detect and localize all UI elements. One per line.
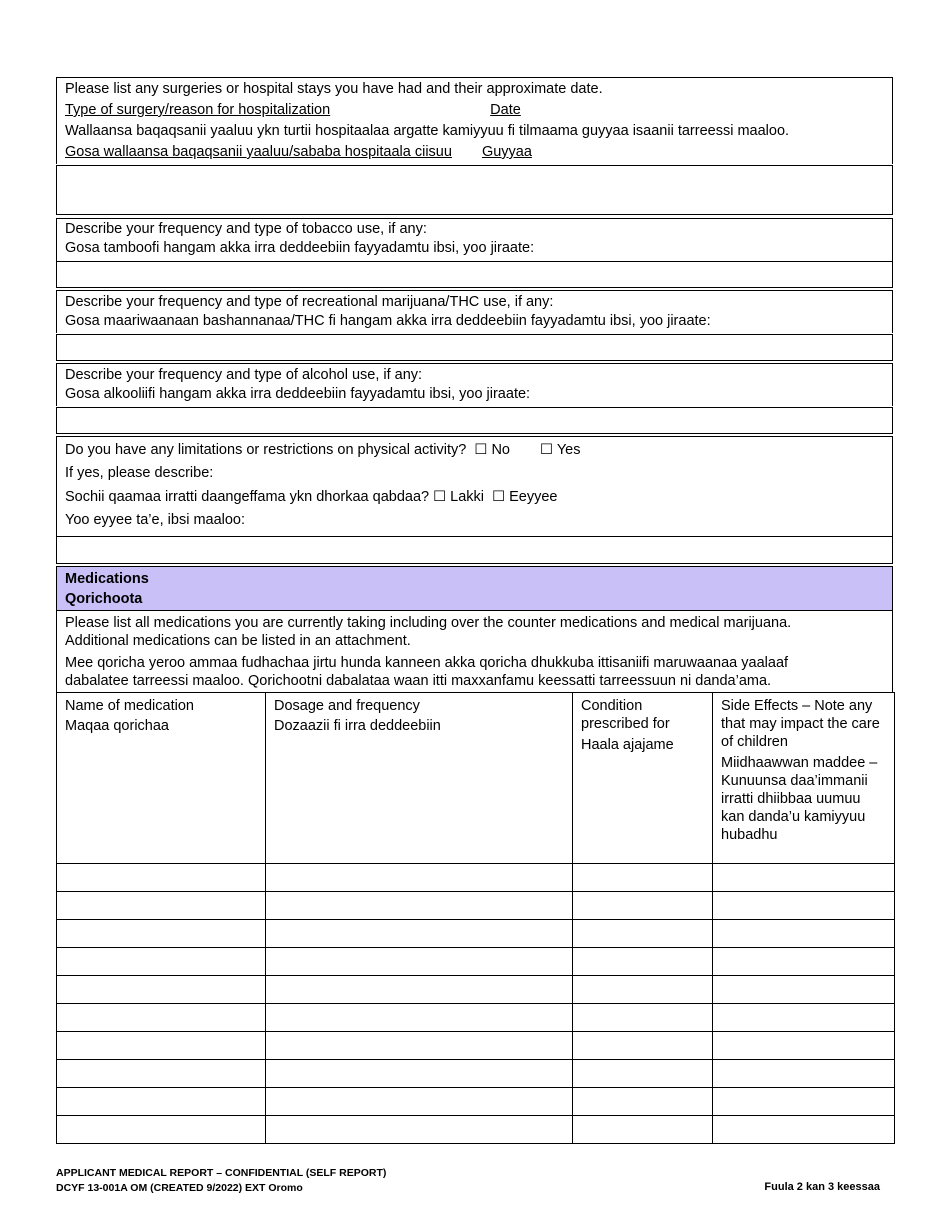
table-cell (713, 976, 895, 1004)
table-cell (573, 1060, 713, 1088)
table-row (57, 948, 895, 976)
condition-input[interactable] (573, 948, 712, 975)
column-header-condition: Condition prescribed for Haala ajajame (573, 693, 713, 864)
table-cell (266, 1004, 573, 1032)
medication-name-input[interactable] (57, 1004, 265, 1031)
marijuana-input[interactable] (56, 334, 893, 361)
surgeries-column-header-en (65, 101, 624, 120)
page-number: Fuula 2 kan 3 keessaa (764, 1181, 880, 1193)
limitations-question-en: Do you have any limitations or restrictions on physical activity? ☐ No ☐ Yes (65, 442, 581, 458)
dosage-input[interactable] (266, 976, 572, 1003)
medication-name-input[interactable] (57, 1060, 265, 1087)
surgery-type-label-om: Gosa wallaansa baqaqsanii yaaluu/sababa hospitaala ciisuu (65, 144, 452, 160)
dosage-input[interactable] (266, 1004, 572, 1031)
table-row (57, 1004, 895, 1032)
checkbox-icon: ☐ (474, 442, 488, 458)
table-cell (713, 1116, 895, 1144)
limitations-yes-checkbox-om[interactable]: ☐ Eeyyee (492, 489, 558, 505)
table-cell (713, 1088, 895, 1116)
dosage-input[interactable] (266, 1060, 572, 1087)
medication-name-input[interactable] (57, 920, 265, 947)
dosage-input[interactable] (266, 920, 572, 947)
table-cell (713, 892, 895, 920)
footer-form-info (56, 1166, 386, 1196)
medications-instr-om-1: Mee qoricha yeroo ammaa fudhachaa jirtu hunda kanneen akka qoricha dhukkuba ittisaniifi maruwaanaa yaalaaf (65, 655, 789, 671)
table-cell (57, 1088, 266, 1116)
table-cell (266, 892, 573, 920)
dosage-input[interactable] (266, 1116, 572, 1143)
limitations-yes-checkbox[interactable]: ☐ Yes (540, 442, 581, 458)
table-cell (573, 1116, 713, 1144)
table-cell (266, 864, 573, 892)
table-cell (573, 920, 713, 948)
dosage-input[interactable] (266, 864, 572, 891)
table-cell (57, 1004, 266, 1032)
dosage-input[interactable] (266, 892, 572, 919)
medication-name-input[interactable] (57, 1032, 265, 1059)
table-cell (57, 948, 266, 976)
side-effects-input[interactable] (713, 1088, 894, 1115)
medications-table (56, 692, 895, 1144)
alcohol-label-om: Gosa alkooliifi hangam akka irra deddeebiin fayyadamtu ibsi, yoo jiraate: (65, 386, 531, 402)
condition-input[interactable] (573, 1116, 712, 1143)
table-cell (57, 920, 266, 948)
table-cell (266, 1088, 573, 1116)
table-cell (57, 1060, 266, 1088)
side-effects-input[interactable] (713, 892, 894, 919)
table-cell (57, 1116, 266, 1144)
table-cell (573, 1088, 713, 1116)
table-cell (57, 864, 266, 892)
table-cell (266, 976, 573, 1004)
marijuana-label-en: Describe your frequency and type of recreational marijuana/THC use, if any: (65, 294, 554, 310)
medications-table-header-row (57, 693, 895, 864)
medications-instr-en-2: Additional medications can be listed in an attachment. (65, 633, 411, 649)
surgery-date-label-om: Guyyaa (481, 144, 532, 160)
checkbox-icon: ☐ (433, 489, 447, 505)
table-row (57, 1060, 895, 1088)
side-effects-input[interactable] (713, 948, 894, 975)
alcohol-input[interactable] (56, 407, 893, 434)
side-effects-input[interactable] (713, 920, 894, 947)
marijuana-label-om: Gosa maariwaanaan bashannanaa/THC fi hangam akka irra deddeebiin fayyadamtu ibsi, yoo jiraate: (65, 313, 711, 329)
side-effects-input[interactable] (713, 1032, 894, 1059)
limitations-describe-en: If yes, please describe: (65, 465, 214, 481)
condition-input[interactable] (573, 1088, 712, 1115)
column-header-side-effects: Side Effects – Note any that may impact the care of children Miidhaawwan maddee – Kunuunsa daa’immanii irratti dhiibbaa uumuu kan danda’u kamiyyuu hubadhu (713, 693, 895, 864)
medications-table-body (57, 864, 895, 1144)
table-row (57, 1032, 895, 1060)
table-cell (57, 892, 266, 920)
surgeries-input[interactable] (56, 165, 893, 215)
table-cell (573, 976, 713, 1004)
tobacco-label-om: Gosa tamboofi hangam akka irra deddeebiin fayyadamtu ibsi, yoo jiraate: (65, 240, 535, 256)
table-cell (573, 1032, 713, 1060)
checkbox-icon: ☐ (492, 489, 506, 505)
medications-title-en: Medications (65, 571, 149, 587)
medication-name-input[interactable] (57, 892, 265, 919)
dosage-input[interactable] (266, 948, 572, 975)
dosage-input[interactable] (266, 1032, 572, 1059)
tobacco-input[interactable] (56, 261, 893, 288)
column-header-name: Name of medication Maqaa qorichaa (57, 693, 266, 864)
table-cell (713, 1060, 895, 1088)
table-cell (266, 948, 573, 976)
medication-name-input[interactable] (57, 1116, 265, 1143)
medications-title-om: Qorichoota (65, 591, 143, 607)
table-cell (573, 864, 713, 892)
medications-instr-en-1: Please list all medications you are currently taking including over the counter medications and medical marijuana. (65, 615, 792, 631)
table-cell (713, 948, 895, 976)
medications-instr-om-2: dabalatee tarreessi maaloo. Qorichootni dabalataa waan itti maxxanfamu keessatti tarreessuun ni danda’ama. (65, 673, 772, 689)
table-cell (573, 892, 713, 920)
side-effects-input[interactable] (713, 864, 894, 891)
surgeries-column-header-om (65, 143, 624, 162)
side-effects-input[interactable] (713, 1116, 894, 1143)
surgeries-prompt-om: Wallaansa baqaqsanii yaaluu ykn turtii hospitaalaa argatte kamiyyuu fi tilmaama guyyaa isaanii tarreessi maaloo. (65, 123, 790, 139)
table-cell (713, 864, 895, 892)
table-cell (57, 1032, 266, 1060)
table-row (57, 1088, 895, 1116)
surgery-date-label: Date (490, 102, 521, 118)
table-cell (713, 920, 895, 948)
table-cell (713, 1004, 895, 1032)
side-effects-input[interactable] (713, 1060, 894, 1087)
table-cell (713, 1032, 895, 1060)
table-cell (266, 920, 573, 948)
medication-name-input[interactable] (57, 976, 265, 1003)
condition-input[interactable] (573, 864, 712, 891)
table-cell (573, 948, 713, 976)
surgeries-prompt-en: Please list any surgeries or hospital stays you have had and their approximate date. (65, 81, 603, 97)
side-effects-input[interactable] (713, 976, 894, 1003)
limitations-no-checkbox-om[interactable]: ☐ Lakki (433, 489, 485, 505)
table-cell (57, 976, 266, 1004)
medication-name-input[interactable] (57, 864, 265, 891)
medications-header (56, 566, 893, 611)
medication-name-input[interactable] (57, 948, 265, 975)
condition-input[interactable] (573, 1032, 712, 1059)
table-row (57, 920, 895, 948)
table-cell (266, 1060, 573, 1088)
limitations-input[interactable] (56, 536, 893, 564)
footer-form-number: DCYF 13-001A OM (CREATED 9/2022) EXT Oromo (56, 1182, 303, 1194)
table-cell (266, 1116, 573, 1144)
table-row (57, 976, 895, 1004)
medication-name-input[interactable] (57, 1088, 265, 1115)
table-row (57, 864, 895, 892)
limitations-question-om: Sochii qaamaa irratti daangeffama ykn dhorkaa qabdaa? ☐ Lakki ☐ Eeyyee (65, 489, 558, 505)
table-row (57, 892, 895, 920)
footer-title: APPLICANT MEDICAL REPORT – CONFIDENTIAL (SELF REPORT) (56, 1167, 387, 1179)
condition-input[interactable] (573, 976, 712, 1003)
condition-input[interactable] (573, 920, 712, 947)
column-header-dosage: Dosage and frequency Dozaazii fi irra deddeebiin (266, 693, 573, 864)
surgery-type-label: Type of surgery/reason for hospitalization (65, 102, 331, 118)
limitations-no-checkbox[interactable]: ☐ No (474, 442, 510, 458)
tobacco-label-en: Describe your frequency and type of tobacco use, if any: (65, 221, 427, 237)
dosage-input[interactable] (266, 1088, 572, 1115)
table-row (57, 1116, 895, 1144)
condition-input[interactable] (573, 1060, 712, 1087)
table-cell (266, 1032, 573, 1060)
limitations-describe-om: Yoo eyyee ta’e, ibsi maaloo: (65, 512, 246, 528)
table-cell (573, 1004, 713, 1032)
checkbox-icon: ☐ (540, 442, 554, 458)
condition-input[interactable] (573, 1004, 712, 1031)
condition-input[interactable] (573, 892, 712, 919)
alcohol-label-en: Describe your frequency and type of alcohol use, if any: (65, 367, 423, 383)
side-effects-input[interactable] (713, 1004, 894, 1031)
